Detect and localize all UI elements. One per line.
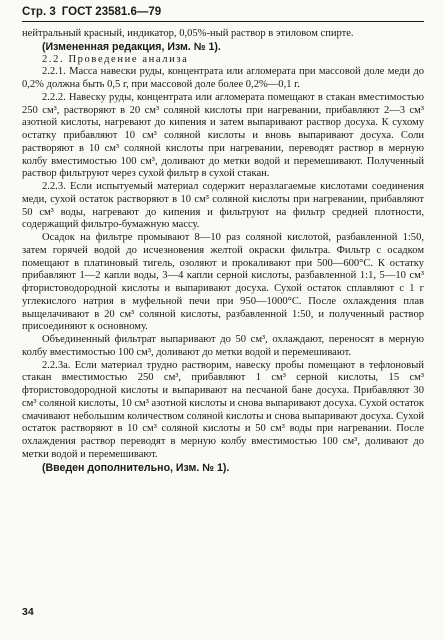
section-heading: 2.2. Проведение анализа <box>42 53 189 65</box>
clause-2-2-3: 2.2.3. Если испытуемый материал содержит неразлагаемые кислотами соединения меди, сухой остаток растворяют в 10 см³ соляной кислоты при нагревании, прибавляют 50 см³ воды, нагревают до кипения и фильтруют на фильтр средней плотности, содержащий фильтро-бумажную массу. <box>22 181 424 231</box>
header-rule <box>22 21 424 22</box>
amendment-note-added: (Введен дополнительно, Изм. № 1). <box>42 461 230 474</box>
clause-2-2-1: 2.2.1. Масса навески руды, концентрата или агломерата при массовой доле меди до 0,2% должна быть 0,5 г, при массовой доле более 0,2%—0,1 г. <box>22 66 424 90</box>
body-text <box>22 28 424 474</box>
clause-2-2-3a: 2.2.3а. Если материал трудно растворим, навеску пробы помещают в тефлоновый стакан вместимостью 250 см³, прибавляют 1 см³ серной кислоты, 15 см³ фтористоводородной кислоты и выпаривают на песчаной бане досуха. Прибавляют 30 см³ соляной кислоты, 10 см³ азотной кислоты и снова выпаривают досуха. Сухой остаток смачивают небольшим количеством соляной кислоты и снова выпаривают досуха. Сухой остаток растворяют в 10 см³ соляной кислоты и 50 см³ воды при нагревании. После охлаждения раствор переводят в мерную колбу вместимостью 100 см³, доливают до метки водой и перемешивают. <box>22 359 424 460</box>
paragraph-continuation: нейтральный красный, индикатор, 0,05%-ный раствор в этиловом спирте. <box>22 28 354 39</box>
paragraph-filtrate: Объединенный фильтрат выпаривают до 50 см³, охлаждают, переносят в мерную колбу вместимостью 100 см³, доливают до метки водой и перемешивают. <box>22 334 424 358</box>
paragraph-precipitate: Осадок на фильтре промывают 8—10 раз соляной кислотой, разбавленной 1:50, затем горячей водой до исчезновения желтой окраски фильтра. Фильтр с осадком помещают в платиновый тигель, озоляют и прокаливают при 500—600°С. К остатку прибавляют 1—2 капли воды, 3—4 капли серной кислоты, разбавленной 1:1, 5—10 см³ фтористоводородной кислоты и выпаривают досуха. Сухой остаток сплавляют с 1 г углекислого натрия в муфельной печи при 950—1000°С. После охлаждения плав выщелачивают в 20 см³ соляной кислоты, разбавленной 1:50, и полученный раствор присоединяют к основному. <box>22 232 424 333</box>
amendment-note: (Измененная редакция, Изм. № 1). <box>42 40 221 53</box>
page-label: Стр. 3 <box>22 6 56 18</box>
clause-2-2-2: 2.2.2. Навеску руды, концентрата или агломерата помещают в стакан вместимостью 250 см³, растворяют в 20 см³ соляной кислоты при нагревании, прибавляют 2—3 см³ азотной кислоты, нагревают до кипения и затем выпаривают раствор досуха. К сухому остатку прибавляют 10 см³ соляной кислоты и вновь выпаривают досуха. Соли растворяют в 10 см³ соляной кислоты при нагревании, переводят раствор в мерную колбу вместимостью 100 см³, доливают до метки водой и перемешивают. Полученный раствор фильтруют через сухой фильтр в сухой стакан. <box>22 91 424 180</box>
standard-number: ГОСТ 23581.6—79 <box>61 6 162 18</box>
running-header <box>22 6 424 18</box>
page-number: 34 <box>22 606 34 618</box>
